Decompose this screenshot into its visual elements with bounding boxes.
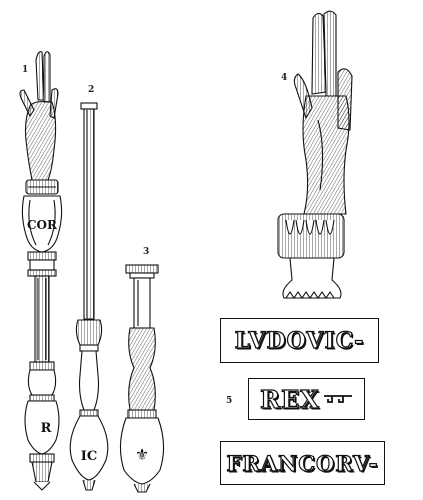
- fleur-de-lis-icon: ⚜: [134, 445, 150, 464]
- inscription-ludovic-box: [220, 318, 379, 363]
- greek-key-ornament-icon: [323, 392, 353, 406]
- inscription-francory-box: [220, 441, 385, 485]
- inscription-ludovic: LVDOVIC-: [234, 327, 365, 354]
- scepter-letter-ic: IC: [80, 449, 98, 464]
- figure-number-4: 4: [281, 73, 288, 83]
- inscription-rex: REX: [260, 384, 320, 414]
- scepter-letter-cor: COR: [27, 218, 57, 232]
- figure-number-3: 3: [143, 247, 150, 257]
- figure-number-1: 1: [22, 65, 29, 75]
- figure-number-5: 5: [226, 396, 233, 406]
- figure-4-blessing-hand: [278, 11, 352, 298]
- inscription-rex-box: [248, 378, 365, 420]
- inscription-francory: FRANCORV-: [226, 450, 379, 476]
- figure-2-plain-staff: [70, 103, 108, 490]
- scepter-letter-r: R: [40, 421, 52, 436]
- figure-number-2: 2: [88, 85, 95, 95]
